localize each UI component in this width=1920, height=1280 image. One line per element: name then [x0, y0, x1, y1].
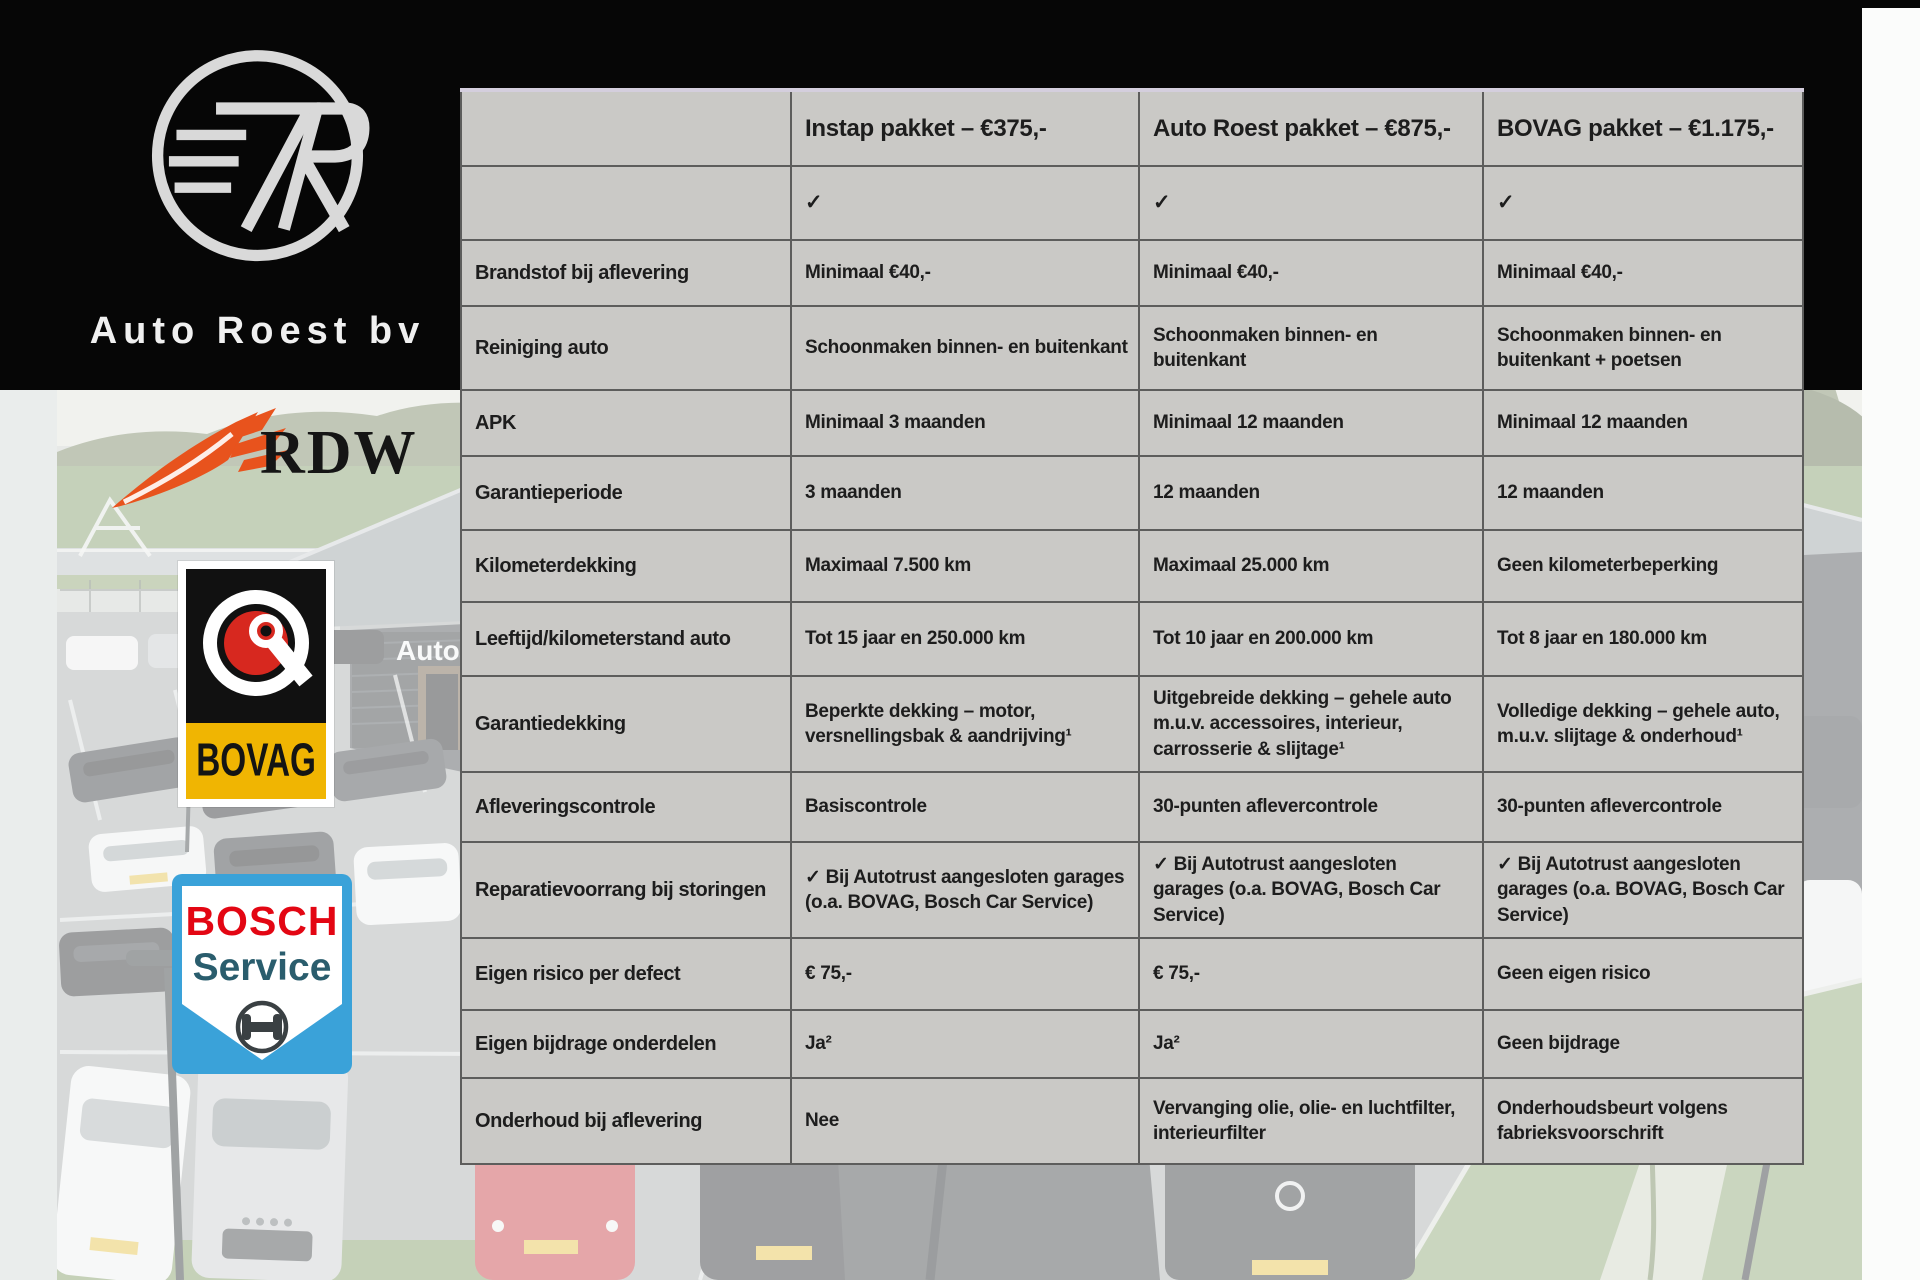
bosch-wordmark: BOSCH: [185, 898, 339, 944]
cell-value: Ja²: [791, 1010, 1139, 1078]
cell-value: Tot 8 jaar en 180.000 km: [1483, 602, 1803, 676]
left-edge-strip: [0, 390, 57, 1280]
cell-value: € 75,-: [1139, 938, 1483, 1010]
cell-value: ✓: [1483, 166, 1803, 240]
cell-value: ✓: [1139, 166, 1483, 240]
column-header: Auto Roest pakket – €875,-: [1139, 90, 1483, 166]
cell-value: Minimaal €40,-: [1139, 240, 1483, 306]
cell-value: 30-punten aflevercontrole: [1139, 772, 1483, 842]
bosch-service-logo: [172, 874, 352, 1074]
cell-value: Minimaal 3 maanden: [791, 390, 1139, 456]
dealer-name: Auto Roest bv: [89, 310, 426, 352]
cell-value: 12 maanden: [1139, 456, 1483, 530]
row-label: Onderhoud bij aflevering: [461, 1078, 791, 1164]
table-row: [461, 676, 1803, 772]
cell-value: ✓ Bij Autotrust aangesloten garages (o.a. BOVAG, Bosch Car Service): [1139, 842, 1483, 938]
table-row: [461, 390, 1803, 456]
cell-value: Geen eigen risico: [1483, 938, 1803, 1010]
cell-value: Schoonmaken binnen- en buitenkant + poetsen: [1483, 306, 1803, 390]
bovag-mark-icon: [186, 569, 326, 723]
cell-value: Maximaal 7.500 km: [791, 530, 1139, 602]
corner-cell: [461, 90, 791, 166]
row-label: Eigen bijdrage onderdelen: [461, 1010, 791, 1078]
row-label: Reparatievoorrang bij storingen: [461, 842, 791, 938]
row-label: Afleveringscontrole: [461, 772, 791, 842]
package-table: [460, 88, 1804, 1165]
table-row: [461, 240, 1803, 306]
cell-value: Ja²: [1139, 1010, 1483, 1078]
cell-value: Minimaal €40,-: [791, 240, 1139, 306]
table-row: [461, 306, 1803, 390]
cell-value: Geen kilometerbeperking: [1483, 530, 1803, 602]
cell-value: 3 maanden: [791, 456, 1139, 530]
column-header: Instap pakket – €375,-: [791, 90, 1139, 166]
cell-value: Geen bijdrage: [1483, 1010, 1803, 1078]
cell-value: Minimaal 12 maanden: [1483, 390, 1803, 456]
cell-value: Basiscontrole: [791, 772, 1139, 842]
table-row: [461, 602, 1803, 676]
cell-value: Tot 10 jaar en 200.000 km: [1139, 602, 1483, 676]
row-label: Eigen risico per defect: [461, 938, 791, 1010]
row-label: Garantiedekking: [461, 676, 791, 772]
right-edge-strip: [1862, 8, 1920, 1280]
row-label: APK: [461, 390, 791, 456]
table-row: [461, 1010, 1803, 1078]
table-row: [461, 842, 1803, 938]
cell-value: Beperkte dekking – motor, versnellingsbak & aandrijving¹: [791, 676, 1139, 772]
bovag-logo: [178, 561, 334, 807]
row-label: Brandstof bij aflevering: [461, 240, 791, 306]
cell-value: Minimaal €40,-: [1483, 240, 1803, 306]
column-header: BOVAG pakket – €1.175,-: [1483, 90, 1803, 166]
auto-roest-logo: [85, 18, 430, 378]
table-row: [461, 456, 1803, 530]
table-row: [461, 772, 1803, 842]
row-label: Garantieperiode: [461, 456, 791, 530]
rdw-logo: [108, 404, 418, 514]
package-comparison-table: [460, 88, 1802, 1165]
cell-value: Uitgebreide dekking – gehele auto m.u.v. accessoires, interieur, carrosserie & slijtage¹: [1139, 676, 1483, 772]
bovag-wordmark: BOVAG: [196, 734, 316, 786]
table-row: [461, 530, 1803, 602]
rdw-wordmark: RDW: [260, 419, 418, 487]
cell-value: ✓ Bij Autotrust aangesloten garages (o.a. BOVAG, Bosch Car Service): [791, 842, 1139, 938]
cell-value: Maximaal 25.000 km: [1139, 530, 1483, 602]
cell-value: € 75,-: [791, 938, 1139, 1010]
row-label: [461, 166, 791, 240]
cell-value: Minimaal 12 maanden: [1139, 390, 1483, 456]
table-row: [461, 938, 1803, 1010]
row-label: Reiniging auto: [461, 306, 791, 390]
table-header-row: [461, 90, 1803, 166]
row-label: Kilometerdekking: [461, 530, 791, 602]
cell-value: Schoonmaken binnen- en buitenkant: [1139, 306, 1483, 390]
cell-value: Nee: [791, 1078, 1139, 1164]
cell-value: Vervanging olie, olie- en luchtfilter, interieurfilter: [1139, 1078, 1483, 1164]
bovag-band: [186, 723, 326, 799]
table-row: [461, 166, 1803, 240]
cell-value: Onderhoudsbeurt volgens fabrieksvoorschrift: [1483, 1078, 1803, 1164]
row-label: Leeftijd/kilometerstand auto: [461, 602, 791, 676]
cell-value: ✓: [791, 166, 1139, 240]
cell-value: Tot 15 jaar en 250.000 km: [791, 602, 1139, 676]
cell-value: Volledige dekking – gehele auto, m.u.v. slijtage & onderhoud¹: [1483, 676, 1803, 772]
table-row: [461, 1078, 1803, 1164]
bosch-service-wordmark: Service: [192, 946, 332, 989]
cell-value: Schoonmaken binnen- en buitenkant: [791, 306, 1139, 390]
cell-value: 12 maanden: [1483, 456, 1803, 530]
cell-value: 30-punten aflevercontrole: [1483, 772, 1803, 842]
cell-value: ✓ Bij Autotrust aangesloten garages (o.a. BOVAG, Bosch Car Service): [1483, 842, 1803, 938]
auto-roest-7r-icon: [135, 30, 380, 285]
